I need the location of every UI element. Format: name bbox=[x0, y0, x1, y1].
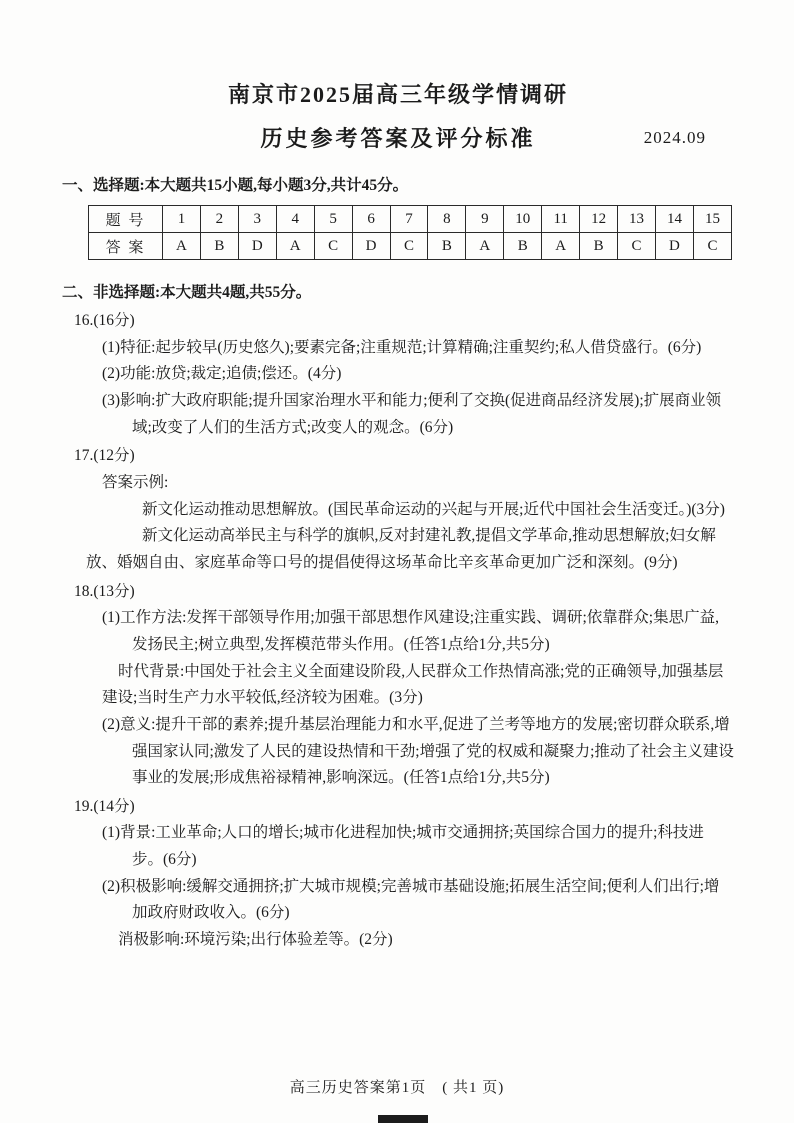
question-16-number: 16.(16分) bbox=[74, 312, 135, 329]
answer-cell: C bbox=[618, 233, 656, 260]
answer-row bbox=[89, 233, 732, 260]
answer-cell: B bbox=[428, 233, 466, 260]
answer-cell: B bbox=[580, 233, 618, 260]
question-number-row bbox=[89, 206, 732, 233]
answers-content bbox=[62, 308, 734, 954]
answer-cell: A bbox=[163, 233, 201, 260]
answer-line: (1)特征:起步较早(历史悠久);要素完备;注重规范;计算精确;注重契约;私人借贷盛行。(6分) bbox=[102, 338, 702, 356]
answer-example-label: 答案示例: bbox=[102, 473, 169, 491]
table-cell: 7 bbox=[390, 206, 428, 233]
multiple-choice-answer-table bbox=[88, 205, 732, 260]
question-16 bbox=[74, 308, 734, 441]
table-cell: 11 bbox=[542, 206, 580, 233]
subtitle-row bbox=[62, 122, 734, 153]
table-cell: 3 bbox=[238, 206, 276, 233]
table-cell: 13 bbox=[618, 206, 656, 233]
answer-cell: A bbox=[466, 233, 504, 260]
question-18 bbox=[74, 579, 734, 792]
table-cell: 10 bbox=[504, 206, 542, 233]
answer-line: (2)功能:放贷;裁定;追债;偿还。(4分) bbox=[102, 365, 342, 383]
answer-line: 新文化运动高举民主与科学的旗帜,反对封建礼教,提倡文学革命,推动思想解放;妇女解放、婚姻自由、家庭革命等口号的提倡使得这场革命比辛亥革命更加广泛和深刻。(9分) bbox=[86, 527, 716, 571]
answer-line: (1)工作方法:发挥干部领导作用;加强干部思想作风建设;注重实践、调研;依靠群众;集思广益,发扬民主;树立典型,发挥模范带头作用。(任答1点给1分,共5分) bbox=[102, 609, 719, 653]
answer-cell: D bbox=[238, 233, 276, 260]
answer-line: (1)背景:工业革命;人口的增长;城市化进程加快;城市交通拥挤;英国综合国力的提升;科技进步。(6分) bbox=[102, 824, 704, 869]
question-number-row-label: 题 号 bbox=[89, 206, 163, 233]
page-title: 南京市2025届高三年级学情调研 bbox=[227, 82, 568, 107]
answer-cell: C bbox=[314, 233, 352, 260]
answer-cell: B bbox=[200, 233, 238, 260]
answer-cell: A bbox=[542, 233, 580, 260]
table-cell: 2 bbox=[200, 206, 238, 233]
section1-heading: 一、选择题:本大题共15小题,每小题3分,共计45分。 bbox=[62, 177, 409, 194]
answer-line: 消极影响:环境污染;出行体验差等。(2分) bbox=[118, 931, 393, 949]
scan-artifact-mark bbox=[378, 1115, 428, 1123]
table-cell: 8 bbox=[428, 206, 466, 233]
answer-line: (2)积极影响:缓解交通拥挤;扩大城市规模;完善城市基础设施;拓展生活空间;便利人们出行;增加政府财政收入。(6分) bbox=[102, 877, 720, 922]
page-subtitle: 历史参考答案及评分标准 bbox=[260, 126, 536, 151]
table-cell: 14 bbox=[655, 206, 693, 233]
answer-cell: D bbox=[655, 233, 693, 260]
table-cell: 6 bbox=[352, 206, 390, 233]
table-cell: 4 bbox=[276, 206, 314, 233]
answer-line: 时代背景:中国处于社会主义全面建设阶段,人民群众工作热情高涨;党的正确领导,加强基层建设;当时生产力水平较低,经济较为困难。(3分) bbox=[102, 662, 724, 707]
exam-date: 2024.09 bbox=[643, 128, 706, 147]
table-cell: 5 bbox=[314, 206, 352, 233]
section2-heading: 二、非选择题:本大题共4题,共55分。 bbox=[62, 284, 312, 301]
answer-line: (2)意义:提升干部的素养;提升基层治理能力和水平,促进了兰考等地方的发展;密切群众联系,增强国家认同;激发了人民的建设热情和干劲;增强了党的权威和凝聚力;推动了社会主义建设事业的发展;形成焦裕禄精神,影响深远。(任答1点给1分,共5分) bbox=[102, 715, 734, 787]
table-cell: 9 bbox=[466, 206, 504, 233]
answer-cell: D bbox=[352, 233, 390, 260]
question-19 bbox=[74, 794, 734, 954]
question-17-number: 17.(12分) bbox=[74, 447, 135, 465]
answer-cell: C bbox=[390, 233, 428, 260]
page-footer: 高三历史答案第1页 ( 共1 页) bbox=[289, 1080, 505, 1096]
answer-cell: A bbox=[276, 233, 314, 260]
question-19-number: 19.(14分) bbox=[74, 797, 135, 815]
answer-cell: B bbox=[504, 233, 542, 260]
answer-line: (3)影响:扩大政府职能;提升国家治理水平和能力;便利了交换(促进商品经济发展);扩展商业领域;改变了人们的生活方式;改变人的观念。(6分) bbox=[102, 391, 722, 436]
table-cell: 12 bbox=[580, 206, 618, 233]
question-18-number: 18.(13分) bbox=[74, 582, 135, 600]
answer-line: 新文化运动推动思想解放。(国民革命运动的兴起与开展;近代中国社会生活变迁。)(3分) bbox=[142, 500, 725, 518]
answer-cell: C bbox=[693, 233, 731, 260]
table-cell: 1 bbox=[163, 206, 201, 233]
question-17 bbox=[74, 443, 734, 576]
answer-row-label: 答 案 bbox=[89, 233, 163, 260]
table-cell: 15 bbox=[693, 206, 731, 233]
